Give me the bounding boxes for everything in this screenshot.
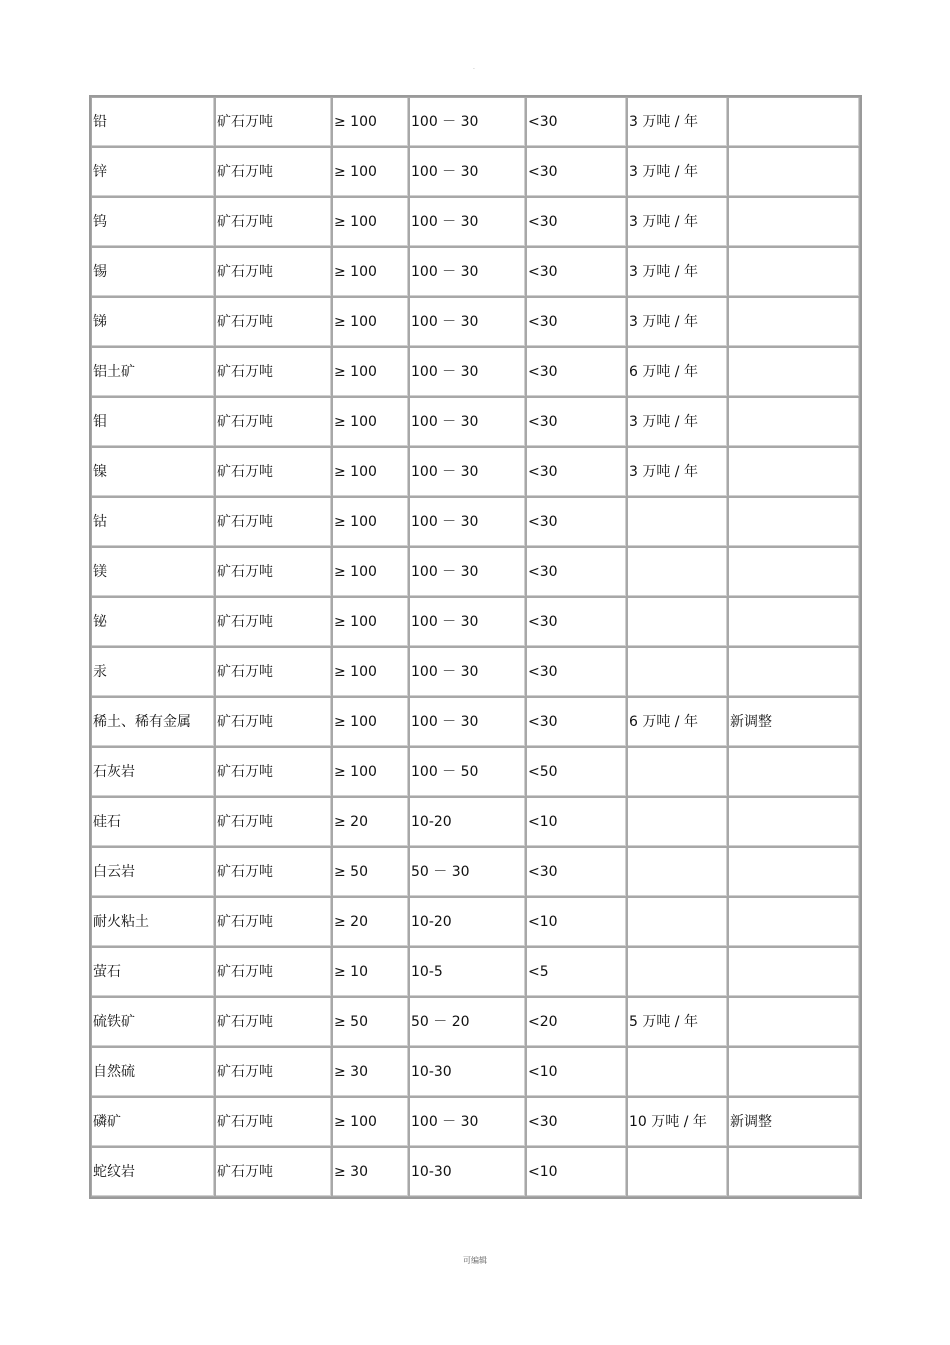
small-scale-cell: <20 — [526, 997, 627, 1047]
table-row — [91, 147, 860, 197]
small-scale-cell: <30 — [526, 1097, 627, 1147]
min-production-cell: 3 万吨 / 年 — [627, 147, 728, 197]
small-scale-cell: <30 — [526, 647, 627, 697]
small-scale-cell: <30 — [526, 597, 627, 647]
small-scale-cell: <30 — [526, 97, 627, 147]
table-row — [91, 547, 860, 597]
large-scale-cell: ≥ 100 — [332, 597, 409, 647]
note-cell — [728, 897, 860, 947]
note-cell — [728, 497, 860, 547]
unit-cell: 矿石万吨 — [215, 697, 332, 747]
large-scale-cell: ≥ 100 — [332, 697, 409, 747]
large-scale-cell: ≥ 100 — [332, 197, 409, 247]
table-row — [91, 847, 860, 897]
min-production-cell: 3 万吨 / 年 — [627, 297, 728, 347]
page-top-mark: · — [473, 66, 475, 73]
medium-scale-cell: 100 － 30 — [409, 497, 526, 547]
medium-scale-cell: 100 － 30 — [409, 347, 526, 397]
min-production-cell: 3 万吨 / 年 — [627, 397, 728, 447]
mineral-name-cell: 磷矿 — [91, 1097, 215, 1147]
small-scale-cell: <30 — [526, 297, 627, 347]
unit-cell: 矿石万吨 — [215, 347, 332, 397]
table-row — [91, 347, 860, 397]
mineral-name-cell: 钴 — [91, 497, 215, 547]
table-row — [91, 97, 860, 147]
table-row — [91, 647, 860, 697]
medium-scale-cell: 10-5 — [409, 947, 526, 997]
unit-cell: 矿石万吨 — [215, 747, 332, 797]
unit-cell: 矿石万吨 — [215, 97, 332, 147]
small-scale-cell: <30 — [526, 697, 627, 747]
mineral-name-cell: 蛇纹岩 — [91, 1147, 215, 1197]
large-scale-cell: ≥ 100 — [332, 397, 409, 447]
table-row — [91, 1047, 860, 1097]
min-production-cell — [627, 547, 728, 597]
table-row — [91, 697, 860, 747]
unit-cell: 矿石万吨 — [215, 497, 332, 547]
medium-scale-cell: 100 － 30 — [409, 547, 526, 597]
mineral-name-cell: 耐火粘土 — [91, 897, 215, 947]
unit-cell: 矿石万吨 — [215, 997, 332, 1047]
table-row — [91, 947, 860, 997]
table-row — [91, 897, 860, 947]
min-production-cell — [627, 597, 728, 647]
note-cell: 新调整 — [728, 1097, 860, 1147]
unit-cell: 矿石万吨 — [215, 547, 332, 597]
mineral-name-cell: 锡 — [91, 247, 215, 297]
unit-cell: 矿石万吨 — [215, 397, 332, 447]
min-production-cell: 3 万吨 / 年 — [627, 447, 728, 497]
medium-scale-cell: 100 － 30 — [409, 1097, 526, 1147]
small-scale-cell: <5 — [526, 947, 627, 997]
medium-scale-cell: 10-20 — [409, 797, 526, 847]
note-cell — [728, 347, 860, 397]
min-production-cell: 3 万吨 / 年 — [627, 97, 728, 147]
large-scale-cell: ≥ 100 — [332, 97, 409, 147]
large-scale-cell: ≥ 10 — [332, 947, 409, 997]
mineral-name-cell: 铝土矿 — [91, 347, 215, 397]
note-cell: 新调整 — [728, 697, 860, 747]
table-row — [91, 747, 860, 797]
medium-scale-cell: 10-30 — [409, 1047, 526, 1097]
min-production-cell — [627, 647, 728, 697]
small-scale-cell: <30 — [526, 847, 627, 897]
unit-cell: 矿石万吨 — [215, 647, 332, 697]
note-cell — [728, 1047, 860, 1097]
mineral-name-cell: 硫铁矿 — [91, 997, 215, 1047]
table-row — [91, 497, 860, 547]
note-cell — [728, 547, 860, 597]
note-cell — [728, 297, 860, 347]
medium-scale-cell: 100 － 30 — [409, 197, 526, 247]
small-scale-cell: <30 — [526, 347, 627, 397]
medium-scale-cell: 10-20 — [409, 897, 526, 947]
large-scale-cell: ≥ 100 — [332, 147, 409, 197]
medium-scale-cell: 100 － 30 — [409, 147, 526, 197]
mineral-name-cell: 铋 — [91, 597, 215, 647]
mineral-name-cell: 镁 — [91, 547, 215, 597]
page-footer: 可编辑 — [463, 1256, 487, 1265]
unit-cell: 矿石万吨 — [215, 297, 332, 347]
large-scale-cell: ≥ 20 — [332, 897, 409, 947]
note-cell — [728, 747, 860, 797]
min-production-cell: 3 万吨 / 年 — [627, 197, 728, 247]
mineral-name-cell: 萤石 — [91, 947, 215, 997]
table-row — [91, 447, 860, 497]
min-production-cell: 6 万吨 / 年 — [627, 347, 728, 397]
medium-scale-cell: 100 － 30 — [409, 97, 526, 147]
mineral-name-cell: 自然硫 — [91, 1047, 215, 1097]
unit-cell: 矿石万吨 — [215, 1097, 332, 1147]
large-scale-cell: ≥ 100 — [332, 347, 409, 397]
small-scale-cell: <30 — [526, 197, 627, 247]
large-scale-cell: ≥ 50 — [332, 997, 409, 1047]
mineral-name-cell: 钨 — [91, 197, 215, 247]
large-scale-cell: ≥ 100 — [332, 747, 409, 797]
unit-cell: 矿石万吨 — [215, 147, 332, 197]
mineral-name-cell: 镍 — [91, 447, 215, 497]
table-row — [91, 247, 860, 297]
unit-cell: 矿石万吨 — [215, 797, 332, 847]
medium-scale-cell: 100 － 30 — [409, 597, 526, 647]
unit-cell: 矿石万吨 — [215, 247, 332, 297]
min-production-cell: 3 万吨 / 年 — [627, 247, 728, 297]
medium-scale-cell: 50 － 30 — [409, 847, 526, 897]
table-body — [91, 97, 860, 1197]
min-production-cell — [627, 497, 728, 547]
small-scale-cell: <10 — [526, 897, 627, 947]
small-scale-cell: <30 — [526, 397, 627, 447]
unit-cell: 矿石万吨 — [215, 847, 332, 897]
large-scale-cell: ≥ 100 — [332, 297, 409, 347]
mineral-scale-table — [89, 95, 862, 1199]
min-production-cell — [627, 797, 728, 847]
unit-cell: 矿石万吨 — [215, 1147, 332, 1197]
mineral-name-cell: 锌 — [91, 147, 215, 197]
table-row — [91, 197, 860, 247]
medium-scale-cell: 100 － 30 — [409, 697, 526, 747]
large-scale-cell: ≥ 100 — [332, 547, 409, 597]
medium-scale-cell: 100 － 30 — [409, 247, 526, 297]
mineral-name-cell: 石灰岩 — [91, 747, 215, 797]
large-scale-cell: ≥ 100 — [332, 647, 409, 697]
table-row — [91, 1147, 860, 1197]
unit-cell: 矿石万吨 — [215, 947, 332, 997]
medium-scale-cell: 50 － 20 — [409, 997, 526, 1047]
table-row — [91, 997, 860, 1047]
note-cell — [728, 447, 860, 497]
mineral-name-cell: 钼 — [91, 397, 215, 447]
note-cell — [728, 797, 860, 847]
large-scale-cell: ≥ 100 — [332, 497, 409, 547]
small-scale-cell: <10 — [526, 797, 627, 847]
small-scale-cell: <30 — [526, 247, 627, 297]
small-scale-cell: <50 — [526, 747, 627, 797]
small-scale-cell: <10 — [526, 1047, 627, 1097]
note-cell — [728, 1147, 860, 1197]
note-cell — [728, 597, 860, 647]
min-production-cell — [627, 897, 728, 947]
min-production-cell — [627, 847, 728, 897]
min-production-cell: 10 万吨 / 年 — [627, 1097, 728, 1147]
large-scale-cell: ≥ 100 — [332, 247, 409, 297]
note-cell — [728, 97, 860, 147]
min-production-cell — [627, 1047, 728, 1097]
medium-scale-cell: 100 － 30 — [409, 297, 526, 347]
large-scale-cell: ≥ 30 — [332, 1147, 409, 1197]
small-scale-cell: <30 — [526, 497, 627, 547]
table-row — [91, 597, 860, 647]
large-scale-cell: ≥ 30 — [332, 1047, 409, 1097]
medium-scale-cell: 10-30 — [409, 1147, 526, 1197]
note-cell — [728, 997, 860, 1047]
mineral-name-cell: 铅 — [91, 97, 215, 147]
medium-scale-cell: 100 － 30 — [409, 647, 526, 697]
large-scale-cell: ≥ 100 — [332, 1097, 409, 1147]
min-production-cell — [627, 1147, 728, 1197]
medium-scale-cell: 100 － 30 — [409, 447, 526, 497]
table-row — [91, 1097, 860, 1147]
unit-cell: 矿石万吨 — [215, 197, 332, 247]
note-cell — [728, 247, 860, 297]
unit-cell: 矿石万吨 — [215, 897, 332, 947]
unit-cell: 矿石万吨 — [215, 1047, 332, 1097]
unit-cell: 矿石万吨 — [215, 447, 332, 497]
note-cell — [728, 147, 860, 197]
min-production-cell — [627, 947, 728, 997]
medium-scale-cell: 100 － 30 — [409, 397, 526, 447]
large-scale-cell: ≥ 100 — [332, 447, 409, 497]
unit-cell: 矿石万吨 — [215, 597, 332, 647]
table-row — [91, 297, 860, 347]
small-scale-cell: <10 — [526, 1147, 627, 1197]
min-production-cell — [627, 747, 728, 797]
medium-scale-cell: 100 － 50 — [409, 747, 526, 797]
mineral-name-cell: 汞 — [91, 647, 215, 697]
table-row — [91, 397, 860, 447]
mineral-name-cell: 白云岩 — [91, 847, 215, 897]
mineral-name-cell: 锑 — [91, 297, 215, 347]
small-scale-cell: <30 — [526, 547, 627, 597]
large-scale-cell: ≥ 20 — [332, 797, 409, 847]
note-cell — [728, 947, 860, 997]
note-cell — [728, 647, 860, 697]
min-production-cell: 6 万吨 / 年 — [627, 697, 728, 747]
min-production-cell: 5 万吨 / 年 — [627, 997, 728, 1047]
note-cell — [728, 397, 860, 447]
table-row — [91, 797, 860, 847]
note-cell — [728, 197, 860, 247]
note-cell — [728, 847, 860, 897]
mineral-name-cell: 稀土、稀有金属 — [91, 697, 215, 747]
small-scale-cell: <30 — [526, 147, 627, 197]
mineral-name-cell: 硅石 — [91, 797, 215, 847]
large-scale-cell: ≥ 50 — [332, 847, 409, 897]
small-scale-cell: <30 — [526, 447, 627, 497]
